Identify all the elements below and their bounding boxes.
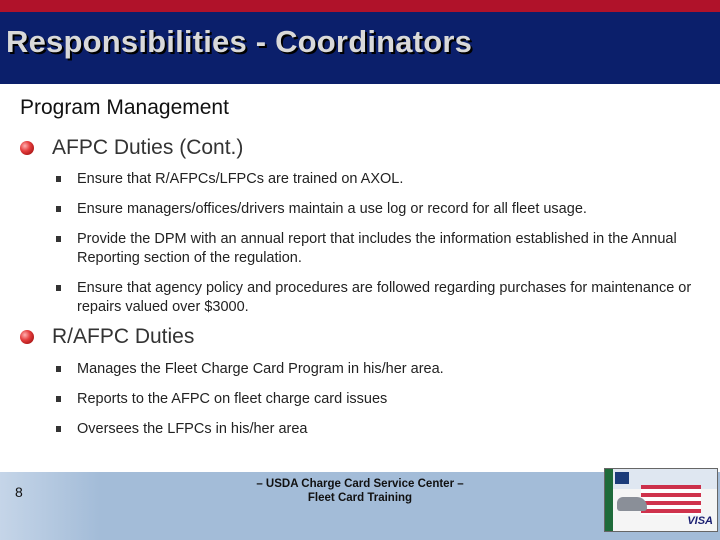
- page-number: 8: [15, 484, 23, 500]
- list-item-text: Ensure that agency policy and procedures are followed regarding purchases for maintenance or repairs valued over $3000.: [77, 280, 692, 315]
- card-logo-icon: [615, 472, 629, 484]
- square-bullet-icon: [56, 366, 61, 372]
- footer-left-gradient: [0, 472, 100, 540]
- group-heading-rafpc: R/AFPC Duties: [52, 325, 195, 348]
- list-item-text: Ensure that R/AFPCs/LFPCs are trained on AXOL.: [77, 171, 404, 187]
- title-accent-stripe: [0, 0, 720, 12]
- list-item-text: Manages the Fleet Charge Card Program in his/her area.: [77, 361, 444, 377]
- group-heading-afpc: AFPC Duties (Cont.): [52, 136, 244, 159]
- car-icon: [617, 497, 647, 511]
- list-item-text: Provide the DPM with an annual report that includes the information established in the Annual Reporting section of the regulation.: [77, 231, 677, 266]
- footer-line-2: Fleet Card Training: [307, 492, 413, 504]
- footer-caption: [230, 477, 490, 505]
- list-item-text: Reports to the AFPC on fleet charge card issues: [77, 391, 388, 407]
- square-bullet-icon: [56, 396, 61, 402]
- square-bullet-icon: [56, 206, 61, 212]
- square-bullet-icon: [56, 236, 61, 242]
- square-bullet-icon: [56, 285, 61, 291]
- fleet-card-image: [604, 468, 718, 532]
- section-heading: Program Management: [20, 96, 229, 119]
- card-strip: [605, 469, 613, 531]
- bullet-icon: [20, 330, 34, 344]
- bullet-icon: [20, 141, 34, 155]
- square-bullet-icon: [56, 426, 61, 432]
- square-bullet-icon: [56, 176, 61, 182]
- list-item-text: Ensure managers/offices/drivers maintain a use log or record for all fleet usage.: [77, 201, 587, 217]
- footer-line-1: – USDA Charge Card Service Center –: [256, 478, 464, 490]
- slide-title: Responsibilities - Coordinators: [6, 24, 473, 59]
- list-item-text: Oversees the LFPCs in his/her area: [77, 421, 308, 437]
- flag-icon: [641, 485, 701, 515]
- visa-logo: VISA: [687, 515, 713, 527]
